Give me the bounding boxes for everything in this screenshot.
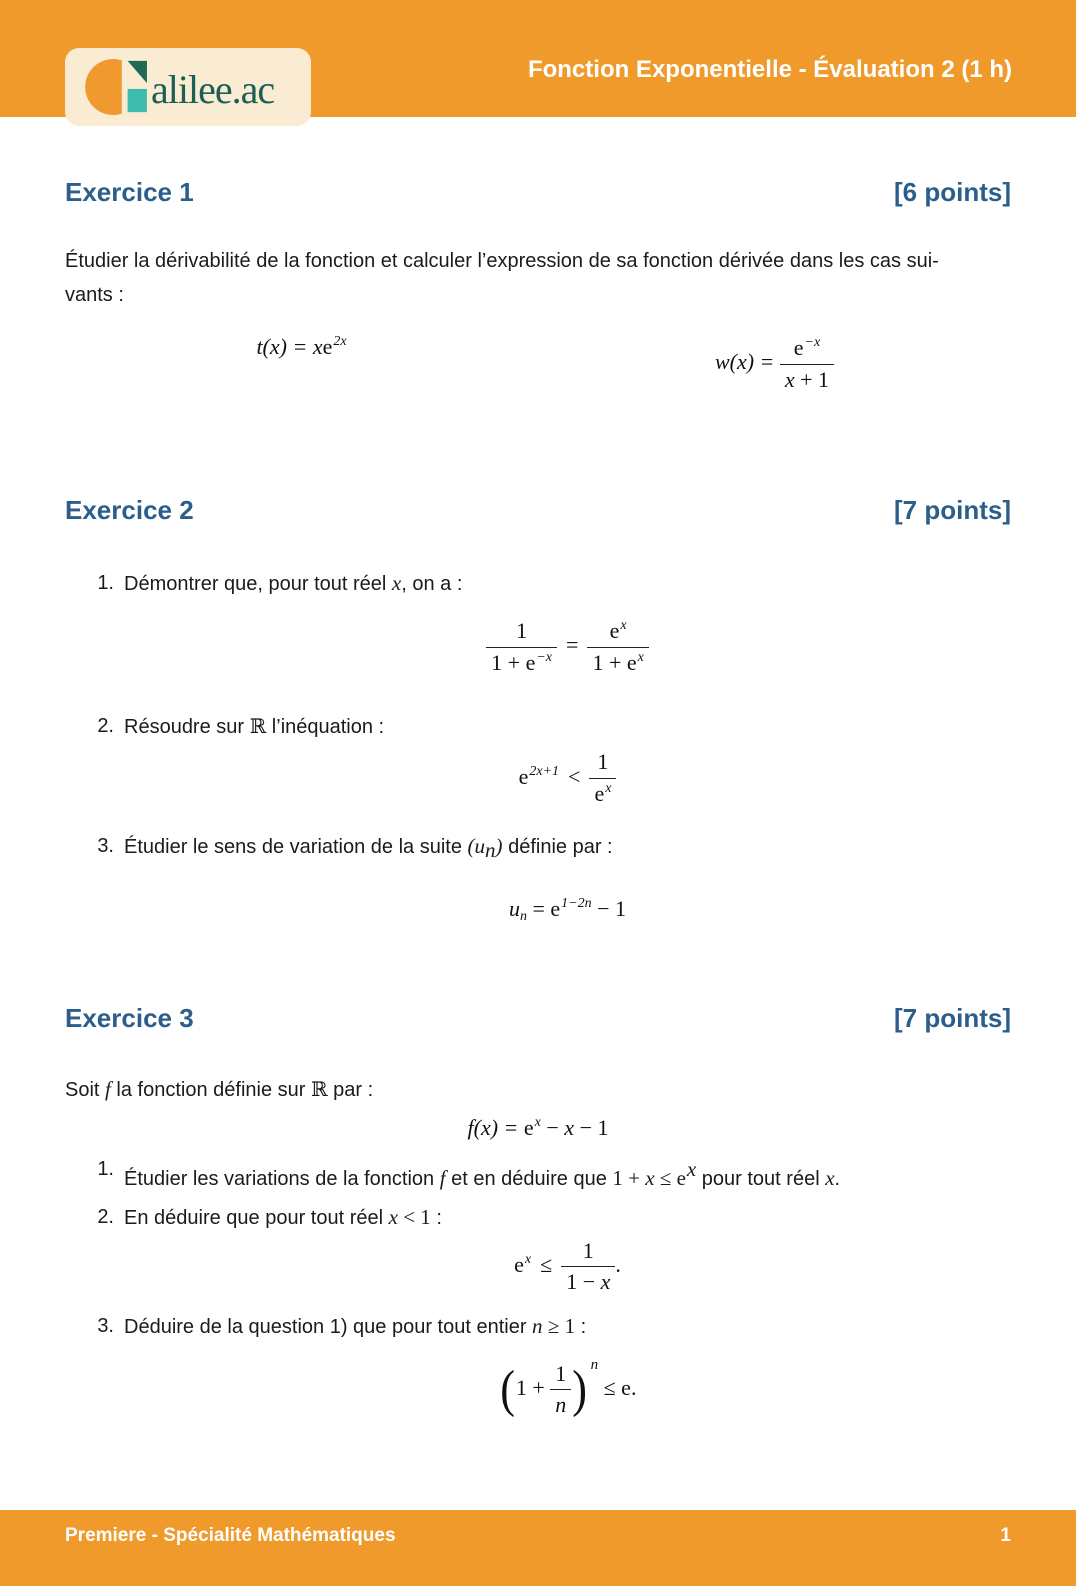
question-number: 3. <box>97 834 114 857</box>
galilee-logo-mark <box>85 58 147 116</box>
math-segment: e <box>550 895 561 921</box>
question-number: 3. <box>97 1314 114 1337</box>
formula-limit: (1 + $\frac{1}{n}$ ) $^n$ ≤ e. <box>124 1348 1011 1420</box>
document-body <box>0 176 1076 1420</box>
exercise-3-points: [7 points] <box>894 1002 1011 1033</box>
math-segment: 1 <box>516 618 528 644</box>
math-segment: ≥ 1 <box>542 1313 576 1338</box>
math-segment: < 1 <box>397 1204 431 1229</box>
exercise-1-title: Exercice 1 <box>65 177 194 207</box>
fraction <box>550 1360 571 1420</box>
question-text: : <box>430 1206 442 1229</box>
math-segment: 1 + e <box>491 649 536 675</box>
math-exponent: 2x+1 <box>529 763 560 779</box>
formula-inequation <box>124 748 1011 808</box>
intro-line-2: vants : <box>65 284 124 306</box>
fraction <box>780 334 834 394</box>
question-text: pour tout réel <box>696 1167 826 1190</box>
math-var: x <box>564 1114 575 1140</box>
logo-text: alilee.ac <box>151 67 275 112</box>
math-reals-symbol: ℝ <box>311 1076 328 1101</box>
math-segment: e <box>594 780 605 806</box>
formula-definition <box>65 1115 1011 1141</box>
math-exponent: −x <box>804 335 821 350</box>
question-text: Déduire de la question 1) que pour tout entier <box>124 1315 533 1338</box>
math-subscript: n <box>519 908 527 924</box>
math-segment: 1 − <box>566 1269 601 1295</box>
math-var: f <box>439 1165 446 1190</box>
footer-course-label: Premiere - Spécialité Mathématiques <box>65 1525 396 1546</box>
math-exponent: x <box>637 649 644 665</box>
math-segment: − <box>540 1114 565 1140</box>
math-segment: − 1 <box>591 895 627 921</box>
math-segment: f(x) = <box>467 1114 524 1140</box>
exercise-3-title: Exercice 3 <box>65 1002 194 1033</box>
math-segment: + 1 <box>794 366 830 392</box>
question-1 <box>65 1152 1011 1196</box>
exercise-1-formulas <box>65 334 1011 394</box>
math-var: x <box>600 1269 611 1295</box>
exercise-2 <box>65 494 1011 943</box>
question-1 <box>65 566 1011 693</box>
intro-text: la fonction définie sur <box>110 1078 311 1101</box>
math-relation: ≤ e. <box>598 1374 637 1400</box>
question-text: l’inéquation : <box>266 716 385 739</box>
math-relation: = <box>526 895 551 921</box>
math-segment: e <box>523 1114 534 1140</box>
question-text: En déduire que pour tout réel <box>124 1206 389 1229</box>
exercise-1 <box>65 176 1011 394</box>
intro-line-1: Étudier la dérivabilité de la fonction et calculer l’expression de sa fonction dérivée dans les cas sui- <box>65 250 939 272</box>
exercise-1-intro <box>65 244 1011 312</box>
exercise-2-header <box>65 494 1011 526</box>
math-var: x <box>388 1204 398 1229</box>
formula-t <box>65 334 538 394</box>
exercise-1-header <box>65 176 1011 208</box>
math-segment: e <box>514 1251 524 1277</box>
header-bar <box>0 0 1076 117</box>
math-segment: e <box>793 335 804 360</box>
document-title: Fonction Exponentielle - Évaluation 2 (1 h) <box>527 56 1012 83</box>
math-var: x <box>645 1165 655 1190</box>
question-number: 1. <box>97 1157 114 1180</box>
question-2 <box>65 1200 1011 1301</box>
fraction <box>561 1237 615 1297</box>
fraction <box>486 617 557 677</box>
math-segment: 1 + e <box>592 649 637 675</box>
math-var: x <box>391 571 402 596</box>
exercise-3-questions <box>65 1152 1011 1420</box>
math-var: f <box>105 1076 111 1101</box>
intro-text: Soit <box>65 1078 106 1101</box>
math-var: u <box>508 895 520 921</box>
math-exponent: x <box>534 1114 541 1130</box>
math-relation: ≤ <box>540 1251 553 1277</box>
formula-bound <box>124 1237 1011 1297</box>
math-exponent: 2x <box>333 334 347 349</box>
question-2 <box>65 709 1011 814</box>
question-text: , on a : <box>401 573 463 596</box>
question-3 <box>65 829 1011 944</box>
math-var: x <box>825 1165 835 1190</box>
math-segment: . <box>615 1251 621 1277</box>
math-relation: ≤ <box>654 1165 677 1190</box>
math-exponent: x <box>524 1251 532 1267</box>
math-exponent: 1−2n <box>561 895 592 911</box>
exercise-3-intro <box>65 1072 1011 1107</box>
math-segment: e <box>518 763 529 789</box>
question-text: Étudier les variations de la fonction <box>124 1167 440 1190</box>
math-exponent: x <box>686 1156 697 1181</box>
math-segment: t(x) = x <box>256 334 323 359</box>
math-var: n <box>532 1313 543 1338</box>
math-relation: < <box>568 763 581 789</box>
math-segment: − 1 <box>574 1114 609 1140</box>
exercise-3 <box>65 1002 1011 1420</box>
question-text: Démontrer que, pour tout réel <box>124 573 392 596</box>
math-segment: 1 + <box>515 1374 551 1400</box>
question-text: Étudier le sens de variation de la suite <box>124 835 468 858</box>
formula-w <box>538 334 1011 394</box>
formula-sequence <box>124 887 1011 934</box>
math-relation: = <box>566 632 579 658</box>
question-3 <box>65 1309 1011 1420</box>
math-segment: 1 <box>597 749 609 775</box>
math-segment: 1 + <box>612 1165 646 1190</box>
math-exponent: x <box>605 780 612 796</box>
math-exponent: x <box>620 618 627 634</box>
exercise-3-header <box>65 1002 1011 1034</box>
question-text: . <box>834 1167 841 1190</box>
question-number: 1. <box>97 572 114 595</box>
exercise-2-questions <box>65 566 1011 943</box>
exercise-2-title: Exercice 2 <box>65 495 194 526</box>
formula-identity <box>124 617 1011 677</box>
math-segment: (u <box>467 833 486 858</box>
math-segment: x <box>784 366 795 392</box>
question-text: : <box>575 1315 587 1338</box>
math-subscript: n <box>485 837 496 862</box>
intro-text: par : <box>327 1078 374 1101</box>
question-text: Résoudre sur <box>124 716 250 739</box>
math-var: n <box>555 1392 567 1418</box>
exercise-1-points: [6 points] <box>894 177 1011 207</box>
math-segment: e <box>322 334 333 359</box>
fraction <box>587 617 648 677</box>
math-segment: e <box>609 618 620 644</box>
math-segment: w(x) = <box>714 349 780 375</box>
footer-page-number: 1 <box>1000 1525 1011 1546</box>
exercise-2-points: [7 points] <box>894 495 1011 526</box>
question-number: 2. <box>97 1205 114 1228</box>
math-segment: e <box>676 1165 686 1190</box>
question-number: 2. <box>97 715 114 738</box>
math-exponent: n <box>590 1356 599 1373</box>
math-segment: ) <box>495 833 503 858</box>
math-segment: 1 <box>582 1237 594 1263</box>
math-reals-symbol: ℝ <box>249 714 267 739</box>
galilee-logo <box>65 48 311 126</box>
question-text: définie par : <box>502 835 613 858</box>
math-exponent: −x <box>536 649 553 665</box>
fraction <box>589 748 616 808</box>
math-segment: 1 <box>555 1360 567 1386</box>
footer-bar <box>0 1510 1076 1586</box>
question-text: et en déduire que <box>445 1167 613 1190</box>
